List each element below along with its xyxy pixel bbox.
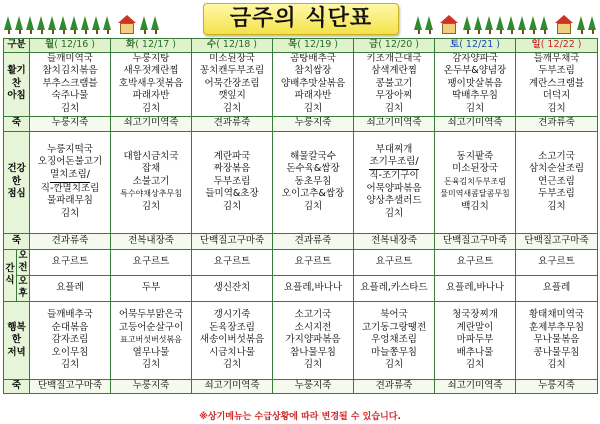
snack-am-sun: 요구르트 <box>516 249 598 275</box>
tree-icon <box>15 16 24 34</box>
snack-am-tue: 요구르트 <box>111 249 192 275</box>
porridge2-mon: 견과류죽 <box>30 233 111 249</box>
tree-icon <box>26 16 35 34</box>
porridge2-sun: 단백질고구마죽 <box>516 233 598 249</box>
day-header-mon: 월( 12/16 ) <box>30 39 111 53</box>
porridge2-tue: 전복내장죽 <box>111 233 192 249</box>
snack-pm-thu: 요플레,바나나 <box>273 275 354 301</box>
dinner-label: 행복한 저녁 <box>4 301 30 379</box>
day-header-sat: 토( 12/21 ) <box>435 39 516 53</box>
porridge3-sun: 누룽지죽 <box>516 379 598 393</box>
dinner-sun: 황태채미역국 훈제부추무침 무나물볶음 콩나물무침 김치 <box>516 301 598 379</box>
tree-icon <box>4 16 13 34</box>
breakfast-sun: 들깨무채국 두부조림 계란스크램블 더덕지 김치 <box>516 52 598 116</box>
tree-icon <box>140 16 149 34</box>
house-icon <box>440 15 458 35</box>
tree-icon <box>48 16 57 34</box>
porridge-row-1 <box>4 116 598 131</box>
porridge2-thu: 견과류죽 <box>273 233 354 249</box>
gubun-label: 구분 <box>4 39 30 53</box>
tree-icon <box>529 16 538 34</box>
tree-icon <box>474 16 483 34</box>
porridge3-tue: 누룽지죽 <box>111 379 192 393</box>
lunch-thu: 해물칼국수 돈수육&쌈장 동초무침 오이고추&쌈장 김치 <box>273 131 354 233</box>
tree-icon <box>92 16 101 34</box>
dinner-mon: 들깨배추국 순대볶음 감자조림 오이무침 김치 <box>30 301 111 379</box>
porridge2-wed: 단백질고구마죽 <box>192 233 273 249</box>
porridge3-fri: 견과류죽 <box>354 379 435 393</box>
porridge3-thu: 누룽지죽 <box>273 379 354 393</box>
porridge1-mon: 누룽지죽 <box>30 116 111 131</box>
day-header-sun: 일( 12/22 ) <box>516 39 598 53</box>
day-header-thu: 목( 12/19 ) <box>273 39 354 53</box>
breakfast-row <box>4 52 598 116</box>
dinner-fri: 북어국 고기동그랑땡전 우엉채조림 마늘쫑무침 김치 <box>354 301 435 379</box>
dinner-wed: 갱시기죽 돈육장조림 새송이버섯볶음 시금치나물 김치 <box>192 301 273 379</box>
dinner-thu: 소고기국 소시지전 가지양파볶음 참나물무침 김치 <box>273 301 354 379</box>
snack-am-thu: 요구르트 <box>273 249 354 275</box>
breakfast-fri: 키조개근대국 삼색계란찜 콩불고기 무장아찌 김치 <box>354 52 435 116</box>
breakfast-sat: 감자양파국 온두부&양념장 팽이맛살볶음 딱배추무침 김치 <box>435 52 516 116</box>
porridge2-fri: 전복내장죽 <box>354 233 435 249</box>
page-title: 금주의 식단표 <box>203 3 399 35</box>
porridge1-sun: 견과류죽 <box>516 116 598 131</box>
breakfast-wed: 미소된장국 꽁치캔두부조림 어묵간장조림 깻잎지 김치 <box>192 52 273 116</box>
lunch-sat: 동지팥죽 미소된장국 돈육김치두부조림 물미역새콤달콤무침 백김치 <box>435 131 516 233</box>
porridge2-sat: 단백질고구마죽 <box>435 233 516 249</box>
day-header-row <box>4 39 598 53</box>
porridge1-wed: 견과류죽 <box>192 116 273 131</box>
porridge1-thu: 누룽지죽 <box>273 116 354 131</box>
snack-am-sat: 요구르트 <box>435 249 516 275</box>
lunch-tue: 대합시금치국 잡채 소불고기 특수야채상추무침 김치 <box>111 131 192 233</box>
dinner-row <box>4 301 598 379</box>
snack-pm-sat: 요플레,바나나 <box>435 275 516 301</box>
porridge-row-3 <box>4 379 598 393</box>
snack-am-label: 오 전 <box>17 249 30 275</box>
tree-icon <box>59 16 68 34</box>
lunch-mon: 누룽지떡국 오징어돈불고기 멸치조림/ 직-깐멸치조림 물파래무침 김치 <box>30 131 111 233</box>
tree-icon <box>485 16 494 34</box>
snack-pm-row <box>4 275 598 301</box>
notice-text: ※상기메뉴는 수급상황에 따라 변경될 수 있습니다. <box>199 412 401 422</box>
house-icon <box>118 15 136 35</box>
snack-pm-wed: 생신잔치 <box>192 275 273 301</box>
dinner-sat: 청국장찌개 계란말이 마파두부 배추나물 김치 <box>435 301 516 379</box>
porridge-label: 죽 <box>4 116 30 131</box>
porridge-label: 죽 <box>4 233 30 249</box>
tree-icon <box>588 16 597 34</box>
tree-icon <box>463 16 472 34</box>
tree-icon <box>540 16 549 34</box>
snack-am-wed: 요구르트 <box>192 249 273 275</box>
tree-icon <box>81 16 90 34</box>
lunch-label: 건강한 점심 <box>4 131 30 233</box>
tree-icon <box>103 16 112 34</box>
lunch-row <box>4 131 598 233</box>
porridge3-sat: 쇠고기미역죽 <box>435 379 516 393</box>
lunch-wed: 계란파국 짜장볶음 두부조림 들미역&초장 김치 <box>192 131 273 233</box>
day-header-fri: 금( 12/20 ) <box>354 39 435 53</box>
dinner-tue: 어묵두부맑은국 고등어순살구이 표고버섯버섯볶음 열무나물 김치 <box>111 301 192 379</box>
snack-am-mon: 요구르트 <box>30 249 111 275</box>
snack-am-row <box>4 249 598 275</box>
tree-icon <box>37 16 46 34</box>
tree-icon <box>518 16 527 34</box>
snack-am-fri: 요구르트 <box>354 249 435 275</box>
breakfast-tue: 누룽지탕 새우젓계란찜 호박새우젓볶음 파래자반 김치 <box>111 52 192 116</box>
tree-icon <box>577 16 586 34</box>
snack-label: 간식 <box>4 249 17 301</box>
header <box>0 0 600 38</box>
porridge1-fri: 쇠고기미역죽 <box>354 116 435 131</box>
snack-pm-sun: 요플레 <box>516 275 598 301</box>
tree-icon <box>507 16 516 34</box>
breakfast-thu: 곰탕배추국 참치쌈장 양배추맛살볶음 파래자반 김치 <box>273 52 354 116</box>
tree-icon <box>496 16 505 34</box>
porridge-label: 죽 <box>4 379 30 393</box>
breakfast-mon: 들깨미역국 참치김치볶음 부추스크램블 숙주나물 김치 <box>30 52 111 116</box>
tree-icon <box>425 16 434 34</box>
porridge-row-2 <box>4 233 598 249</box>
day-header-tue: 화( 12/17 ) <box>111 39 192 53</box>
day-header-wed: 수( 12/18 ) <box>192 39 273 53</box>
snack-pm-tue: 두부 <box>111 275 192 301</box>
porridge3-wed: 쇠고기미역죽 <box>192 379 273 393</box>
porridge1-tue: 쇠고기미역죽 <box>111 116 192 131</box>
lunch-sun: 소고기국 삼치순살조림 연근조림 두부조림 김치 <box>516 131 598 233</box>
tree-icon <box>414 16 423 34</box>
tree-icon <box>151 16 160 34</box>
lunch-fri: 부대찌개 조기무조림/ 직-조기구이 어묵양파볶음 양상추샐러드 김치 <box>354 131 435 233</box>
porridge3-mon: 단백질고구마죽 <box>30 379 111 393</box>
snack-pm-fri: 요플레,카스타드 <box>354 275 435 301</box>
snack-pm-label: 오 후 <box>17 275 30 301</box>
breakfast-label: 활기찬 아침 <box>4 52 30 116</box>
tree-icon <box>70 16 79 34</box>
house-icon <box>555 15 573 35</box>
meal-table <box>3 38 598 394</box>
porridge1-sat: 쇠고기미역죽 <box>435 116 516 131</box>
snack-pm-mon: 요플레 <box>30 275 111 301</box>
